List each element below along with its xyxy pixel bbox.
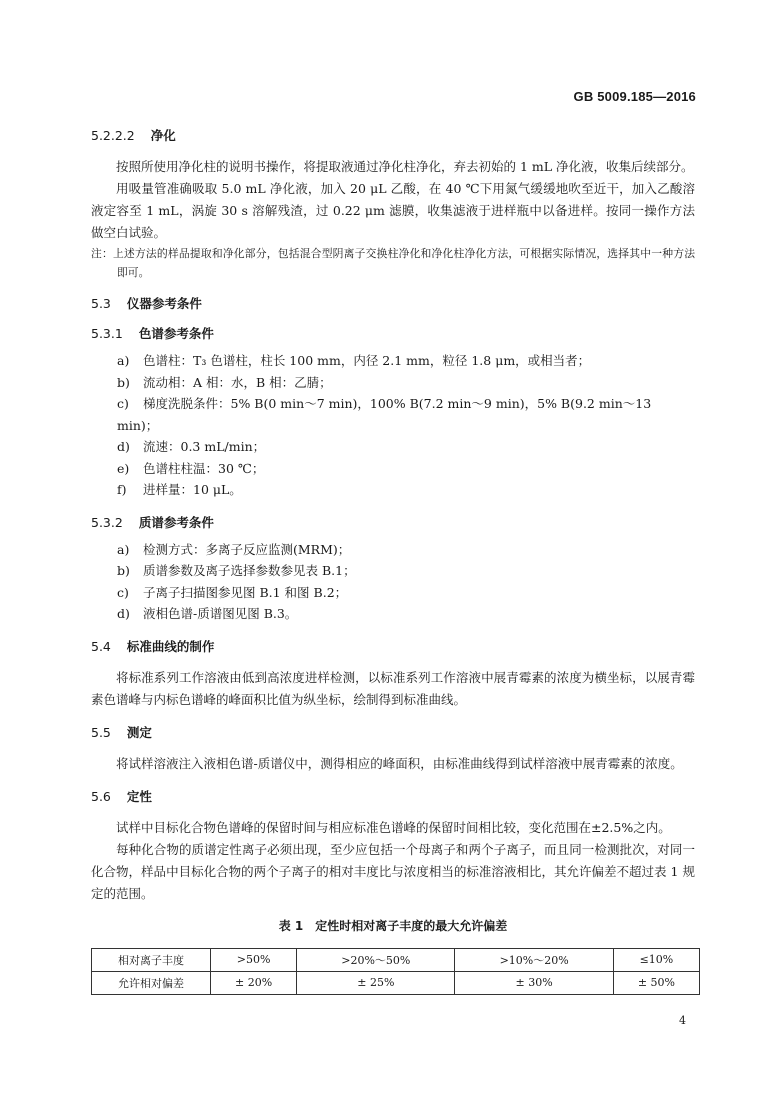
list-item: c) 子离子扫描图参见图 B.1 和图 B.2； [117, 584, 348, 600]
paragraph: 将试样溶液注入液相色谱-质谱仪中，测得相应的峰面积，由标准曲线得到试样溶液中展青霉素的浓度。 [116, 755, 683, 771]
note: 注：上述方法的样品提取和净化部分，包括混合型阴离子交换柱净化和净化柱净化方法，可根据实际情况，选择其中一种方法即可。 [91, 247, 695, 279]
chromatography-conditions-list [91, 350, 695, 501]
heading-5-2-2-2: 5.2.2.2 净化 [91, 128, 176, 143]
list-item: b) 质谱参数及离子选择参数参见表 B.1； [117, 563, 356, 578]
table-cell: >20%～50% [297, 948, 455, 971]
heading-5-5: 5.5 测定 [91, 724, 152, 740]
table-cell: ± 25% [297, 971, 455, 994]
heading-5-3-1: 5.3.1 色谱参考条件 [91, 326, 214, 341]
table-cell: ± 20% [211, 971, 297, 994]
heading-5-3: 5.3 仪器参考条件 [91, 296, 202, 311]
ion-abundance-table [91, 948, 700, 995]
paragraph: 用吸量管准确吸取 5.0 mL 净化液，加入 20 μL 乙酸，在 40 ℃下用氮气缓缓地吹至近干，加入乙酸溶液定容至 1 mL，涡旋 30 s 溶解残渣，过 0.22 μm 滤膜，收集滤液于进样瓶中以备进样。按同一操作方法做空白试验。 [91, 181, 695, 240]
table-cell: 允许相对偏差 [92, 971, 211, 994]
table-cell: >10%～20% [455, 948, 613, 971]
page-body [91, 126, 695, 995]
list-item: d) 流速：0.3 mL/min； [117, 439, 266, 454]
table-cell: ± 50% [613, 971, 699, 994]
list-item: b) 流动相：A 相：水，B 相：乙腈； [117, 374, 332, 390]
list-item: c) 梯度洗脱条件：5% B(0 min～7 min)，100% B(7.2 min～9 min)，5% B(9.2 min～13 min)； [117, 396, 652, 433]
list-item: a) 检测方式：多离子反应监测(MRM)； [117, 541, 351, 557]
paragraph: 每种化合物的质谱定性离子必须出现，至少应包括一个母离子和两个子离子，而且同一检测批次，对同一化合物，样品中目标化合物的两个子离子的相对丰度比与浓度相当的标准溶液相比，其允许偏差不超过表 1 规定的范围。 [91, 841, 695, 901]
table-cell: >50% [211, 948, 297, 971]
heading-5-6: 5.6 定性 [91, 788, 152, 804]
table-cell: ± 30% [455, 971, 613, 994]
standard-number: GB 5009.185—2016 [573, 89, 696, 104]
list-item: d) 液相色谱-质谱图见图 B.3。 [117, 606, 298, 621]
page-number: 4 [679, 1014, 686, 1027]
heading-5-3-2: 5.3.2 质谱参考条件 [91, 514, 214, 530]
paragraph: 试样中目标化合物色谱峰的保留时间与相应标准色谱峰的保留时间相比较，变化范围在±2.5%之内。 [116, 819, 671, 835]
list-item: f) 进样量：10 μL。 [117, 482, 242, 497]
list-item: e) 色谱柱柱温：30 ℃； [117, 460, 265, 476]
paragraph: 将标准系列工作溶液由低到高浓度进样检测，以标准系列工作溶液中展青霉素的浓度为横坐标，以展青霉素色谱峰与内标色谱峰的峰面积比值为纵坐标，绘制得到标准曲线。 [91, 669, 695, 707]
table-row [92, 971, 700, 994]
list-item: a) 色谱柱：T₃ 色谱柱，柱长 100 mm，内径 2.1 mm，粒径 1.8 μm，或相当者； [117, 353, 591, 368]
mass-spec-conditions-list [91, 539, 695, 625]
heading-5-4: 5.4 标准曲线的制作 [91, 638, 215, 654]
table-cell: ≤10% [613, 948, 699, 971]
table-caption: 表 1 定性时相对离子丰度的最大允许偏差 [278, 918, 508, 933]
table-row [92, 948, 700, 971]
table-cell: 相对离子丰度 [92, 948, 211, 971]
paragraph: 按照所使用净化柱的说明书操作，将提取液通过净化柱净化，弃去初始的 1 mL 净化液，收集后续部分。 [116, 159, 694, 174]
